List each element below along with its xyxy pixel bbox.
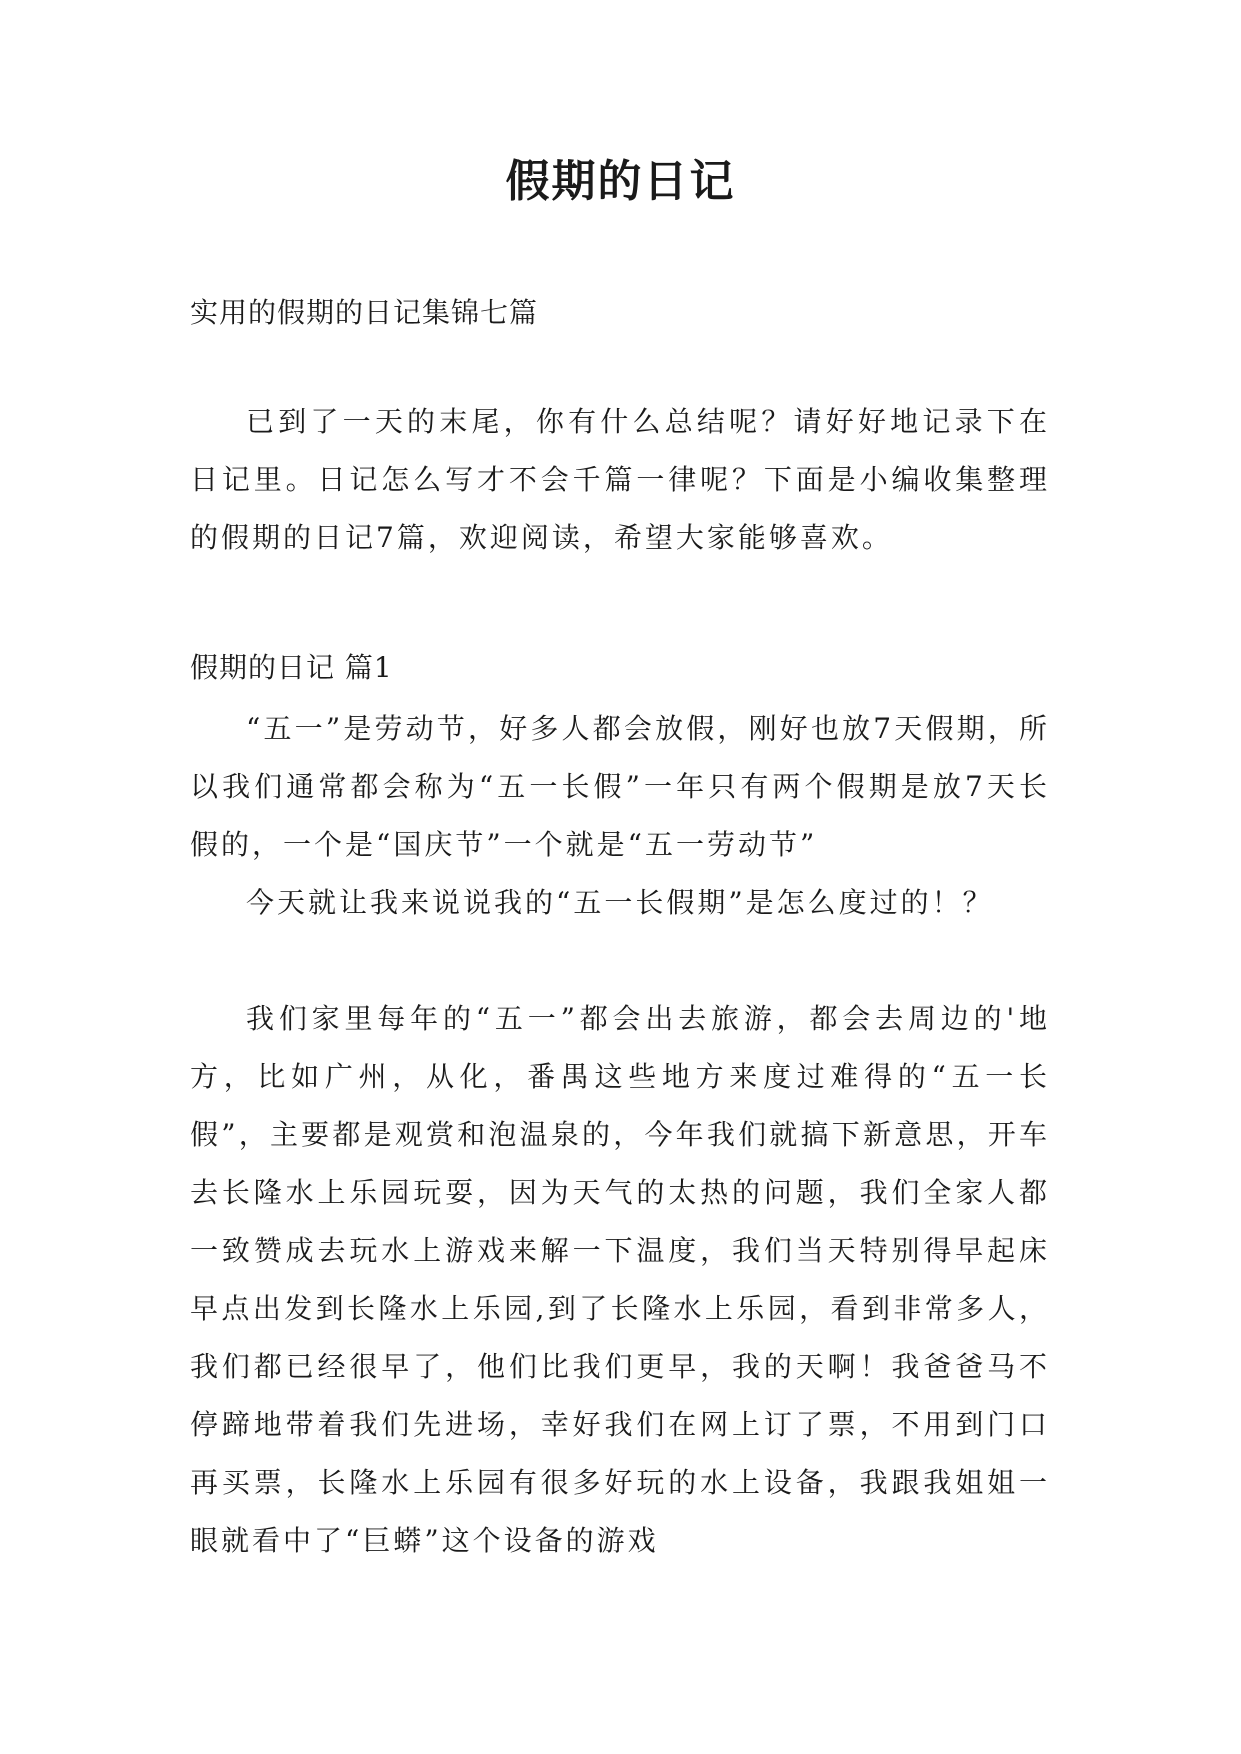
section-heading: 假期的日记 篇1 bbox=[190, 651, 393, 684]
document-subtitle: 实用的假期的日记集锦七篇 bbox=[190, 296, 539, 329]
intro-paragraph: 已到了一天的末尾，你有什么总结呢？请好好地记录下在日记里。日记怎么写才不会千篇一律呢？下面是小编收集整理的假期的日记7篇，欢迎阅读，希望大家能够喜欢。 bbox=[190, 405, 1050, 554]
page-title: 假期的日记 bbox=[505, 156, 736, 207]
body-paragraph-1: “五一”是劳动节，好多人都会放假，刚好也放7天假期，所以我们通常都会称为“五一长假”一年只有两个假期是放7天长假的，一个是“国庆节”一个就是“五一劳动节” bbox=[190, 712, 1050, 861]
body-paragraph-3: 我们家里每年的“五一”都会出去旅游，都会去周边的'地方，比如广州，从化，番禺这些地方来度过难得的“五一长假”，主要都是观赏和泡温泉的，今年我们就搞下新意思，开车去长隆水上乐园玩耍，因为天气的太热的问题，我们全家人都一致赞成去玩水上游戏来解一下温度，我们当天特别得早起床早点出发到长隆水上乐园,到了长隆水上乐园，看到非常多人，我们都已经很早了，他们比我们更早，我的天啊！我爸爸马不停蹄地带着我们先进场，幸好我们在网上订了票，不用到门口再买票，长隆水上乐园有很多好玩的水上设备，我跟我姐姐一眼就看中了“巨蟒”这个设备的游戏 bbox=[190, 1002, 1050, 1557]
body-paragraph-2: 今天就让我来说说我的“五一长假期”是怎么度过的！？ bbox=[246, 886, 994, 919]
